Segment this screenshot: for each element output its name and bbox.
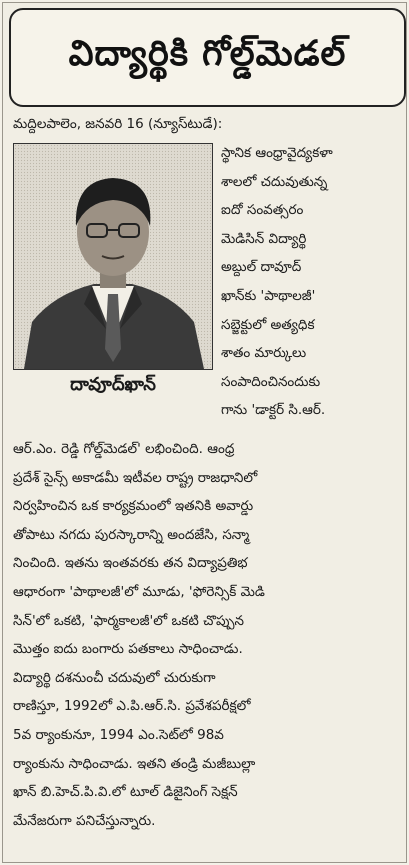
portrait-image — [14, 144, 212, 369]
text-line: గాను 'డాక్టర్ సి.ఆర్. — [221, 402, 326, 419]
newspaper-clipping — [2, 2, 407, 863]
text-line: ఆర్.ఎం. రెడ్డి గోల్డ్‌మెడల్' లభించింది. ఆంధ్ర — [13, 441, 235, 457]
text-line: తోపాటు నగదు పురస్కారాన్ని అందజేసి, సన్మా — [13, 526, 250, 543]
photo-block — [13, 143, 213, 401]
text-line: అబ్దుల్ దావూద్ — [221, 259, 302, 276]
text-line: సంపాదించినందుకు — [221, 373, 321, 390]
text-line: సిన్'లో ఒకటి, 'ఫార్మకాలజీ'లో ఒకటి చొప్పున — [13, 612, 244, 629]
article-body — [13, 435, 406, 835]
portrait-photo — [13, 143, 213, 370]
text-line: నించింది. ఇతను ఇంతవరకు తన విద్యాప్రతిభ — [13, 555, 248, 572]
text-line: సబ్జెక్టులో అత్యధిక — [221, 316, 315, 333]
headline: విద్యార్థికి గోల్డ్‌మెడల్ — [68, 33, 347, 74]
text-line: స్థానిక ఆంధ్రావైద్యకళా — [221, 145, 333, 161]
text-line: ర్యాంకును సాధించాడు. ఇతని తండ్రి మజీబుల్లా — [13, 755, 256, 772]
text-line: శాతం మార్కులు — [221, 345, 307, 362]
photo-caption: దావూద్‌ఖాన్ — [70, 374, 156, 395]
text-line: రాణిస్తూ, 1992లో ఎ.పి.ఆర్.సి. ప్రవేశపరీక్షలో — [13, 698, 251, 715]
text-line: ఐదో సంవత్సరం — [221, 202, 304, 219]
dateline: మద్దిలపాలెం, జనవరి 16 (న్యూస్‌టుడే): — [13, 116, 223, 132]
article-column-right — [221, 139, 406, 425]
text-line: ఆధారంగా 'పాథాలజీ'లో మూడు, 'ఫోరెన్సిక్ మెడి — [13, 583, 265, 600]
headline-box — [9, 8, 406, 107]
text-line: ఖాన్‌కు 'పాథాలజీ' — [221, 287, 316, 304]
text-line: నిర్వహించిన ఒక కార్యక్రమంలో ఇతనికి అవార్డు — [13, 498, 254, 515]
text-line: మేనేజరుగా పనిచేస్తున్నారు. — [13, 812, 156, 829]
text-line: ప్రదేశ్ సైన్స్ అకాడమీ ఇటీవల రాష్ట్ర రాజధానిలో — [13, 469, 258, 486]
text-line: విద్యార్థి దశనుంచీ చదువులో చురుకుగా — [13, 669, 216, 686]
text-line: మొత్తం ఐదు బంగారు పతకాలు సాధించాడు. — [13, 641, 243, 658]
text-line: శాలలో చదువుతున్న — [221, 173, 328, 190]
text-line: ఖాన్ బి.హెచ్.పి.వి.లో టూల్ డిజైనింగ్ సెక్షన్ — [13, 784, 238, 801]
text-line: 5వ ర్యాంకునూ, 1994 ఎం.సెట్‌లో 98వ — [13, 726, 224, 743]
text-line: మెడిసిన్ విద్యార్థి — [221, 230, 307, 247]
